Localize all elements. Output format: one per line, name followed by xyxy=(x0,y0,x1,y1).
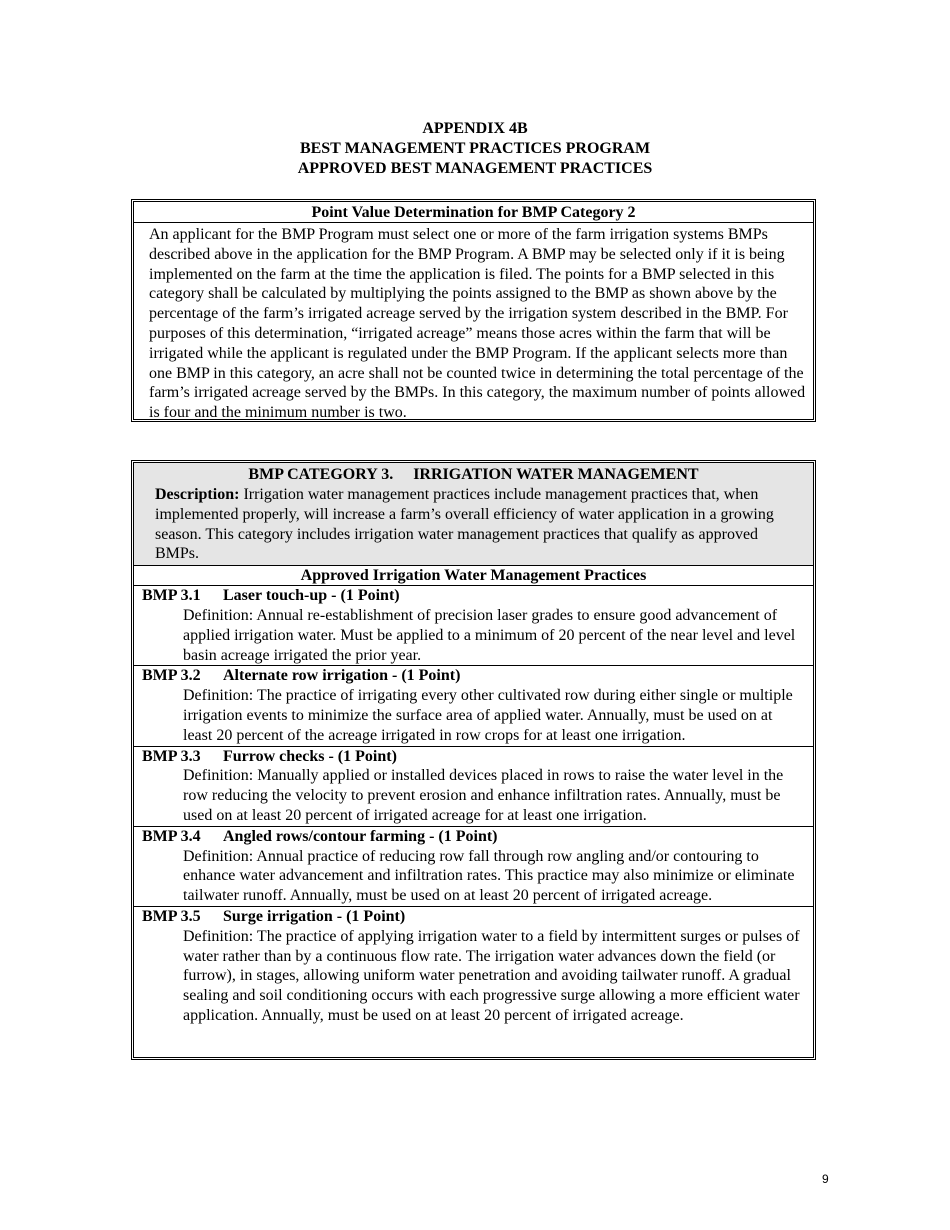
page-header xyxy=(0,119,950,179)
bmp-title xyxy=(134,666,813,686)
category-title: BMP CATEGORY 3. IRRIGATION WATER MANAGEMENT xyxy=(248,466,699,483)
bmp-name: Angled rows/contour farming - (1 Point) xyxy=(223,827,498,845)
bmp-number: BMP 3.4 xyxy=(142,827,201,845)
category-3-table xyxy=(131,460,816,1060)
bmp-row xyxy=(134,586,813,666)
bmp-name: Laser touch-up - (1 Point) xyxy=(223,587,400,605)
bmp-name: Alternate row irrigation - (1 Point) xyxy=(223,667,461,685)
program-title: BEST MANAGEMENT PRACTICES PROGRAM xyxy=(299,140,651,157)
category-description xyxy=(134,485,813,564)
description-text: Irrigation water management practices include management practices that, when implemented properly, will increase a farm’s overall efficiency of water application in a growing season. This category includes irrigation water management practices that qualify as approved BMPs. xyxy=(155,486,774,563)
bmp-number: BMP 3.5 xyxy=(142,907,201,925)
point-value-body: An applicant for the BMP Program must select one or more of the farm irrigation systems BMPs described above in the application for the BMP Program. A BMP may be selected only if it is being implemented on the farm at the time the application is filed. The points for a BMP selected in this category shall be calculated by multiplying the points assigned to the BMP as shown above by the percentage of the farm’s irrigated acreage served by the irrigation system described in the BMP. For purposes of this determination, “irrigated acreage” means those acres within the farm that will be irrigated while the applicant is regulated under the BMP Program. If the applicant selects more than one BMP in this category, an acre shall not be counted twice in determining the total percentage of the farm’s irrigated acreage served by the BMPs. In this category, the maximum number of points allowed is four and the minimum number is two. xyxy=(149,226,806,422)
bmp-number: BMP 3.3 xyxy=(142,747,201,765)
appendix-title: APPENDIX 4B xyxy=(422,120,528,137)
practices-title: APPROVED BEST MANAGEMENT PRACTICES xyxy=(297,160,653,177)
category-header xyxy=(134,463,813,566)
bmp-number: BMP 3.1 xyxy=(142,587,201,605)
bmp-definition: Definition: The practice of applying irrigation water to a field by intermittent surges or pulses of water rather than by a continuous flow rate. The irrigation water advances down the field (or furrow), in stages, allowing uniform water penetration and avoiding tailwater runoff. A gradual sealing and soil conditioning occurs with each progressive surge allowing a more efficient water application. Annually, must be used on at least 20 percent of irrigated acreage. xyxy=(183,927,800,1024)
bmp-row xyxy=(134,827,813,907)
bmp-title xyxy=(134,747,813,767)
point-value-box xyxy=(131,199,816,422)
page-number: 9 xyxy=(822,1172,829,1186)
bmp-row xyxy=(134,747,813,827)
bmp-row xyxy=(134,666,813,746)
bmp-title xyxy=(134,907,813,927)
bmp-row xyxy=(134,907,813,1026)
approved-practices-header: Approved Irrigation Water Management Practices xyxy=(134,566,813,586)
bmp-definition: Definition: The practice of irrigating every other cultivated row during either single or multiple irrigation events to minimize the surface area of applied water. Annually, must be used on at least 20 percent of the acreage irrigated in row crops for at least one irrigation. xyxy=(183,687,793,744)
bmp-title xyxy=(134,586,813,606)
bmp-definition: Definition: Annual re-establishment of precision laser grades to ensure good advancement of applied irrigation water. Must be applied to a minimum of 20 percent of the near level and level basin acreage irrigated the prior year. xyxy=(183,606,796,664)
bmp-number: BMP 3.2 xyxy=(142,667,201,685)
bmp-title xyxy=(134,827,813,847)
bmp-name: Surge irrigation - (1 Point) xyxy=(223,907,406,925)
bmp-definition: Definition: Manually applied or installed devices placed in rows to raise the water level in the row reducing the velocity to prevent erosion and enhance infiltration rates. Annually, must be used on at least 20 percent of irrigated acreage for at least one irrigation. xyxy=(183,767,784,824)
bmp-name: Furrow checks - (1 Point) xyxy=(223,747,397,765)
description-label: Description: xyxy=(155,486,240,503)
point-value-title: Point Value Determination for BMP Category 2 xyxy=(134,202,813,223)
bmp-definition: Definition: Annual practice of reducing row fall through row angling and/or contouring to enhance water advancement and infiltration rates. This practice may also minimize or eliminate tailwater runoff. Annually, must be used on at least 20 percent of irrigated acreage. xyxy=(183,847,795,905)
